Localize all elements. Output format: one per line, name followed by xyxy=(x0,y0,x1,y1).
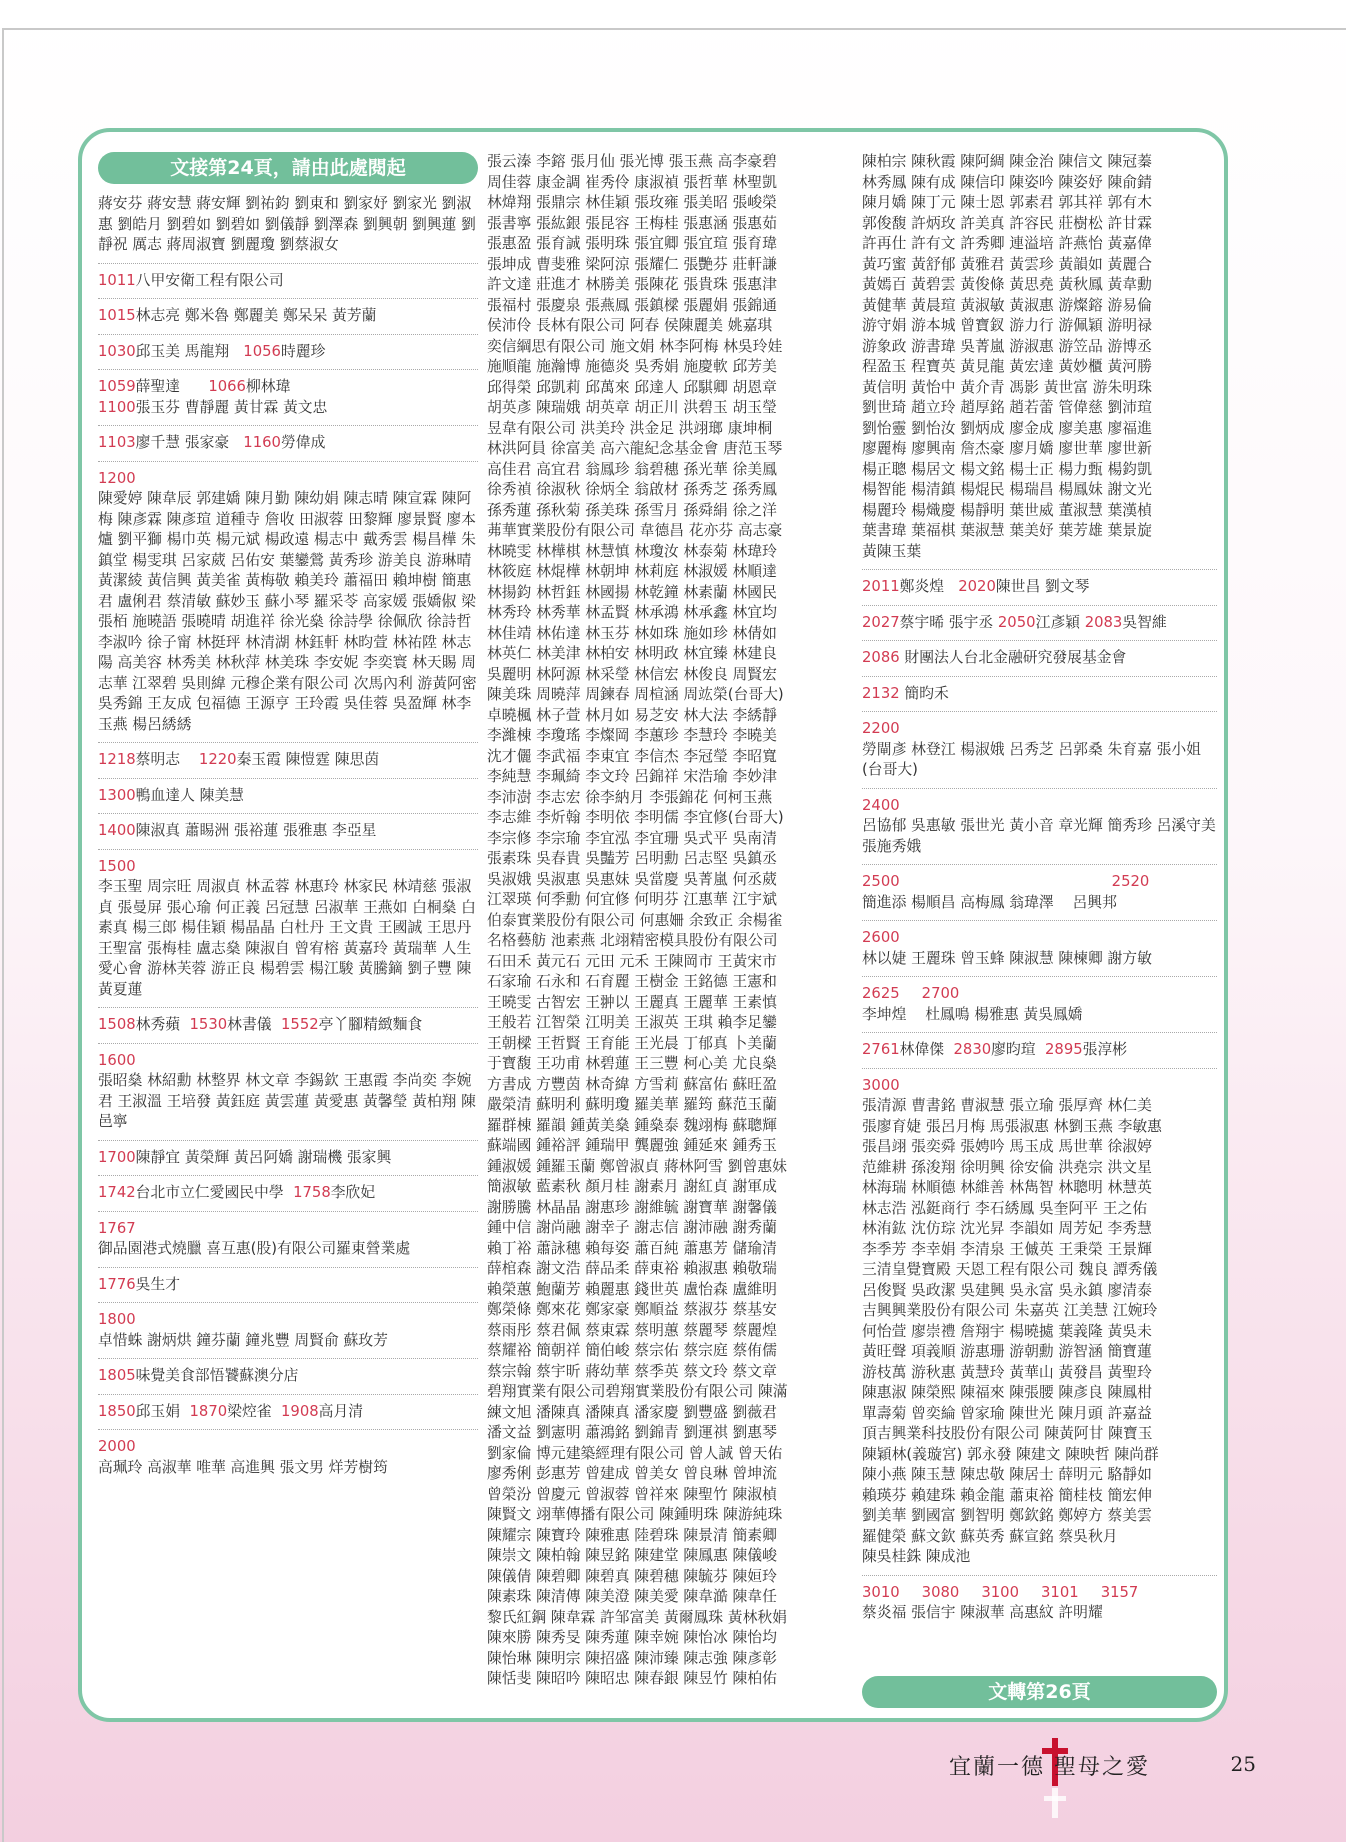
donor-section-1850: 1850邱玉娟 1870梁焢雀 1908高月清 xyxy=(98,1402,478,1431)
donor-section-1200: 1200 陳愛婷 陳韋辰 郭建嬌 陳月勤 陳幼娟 陳志晴 陳宣霖 陳阿梅 陳彥霖 陳彥瑄 道種寺 詹收 田淑蓉 田黎輝 廖景賢 廖本爐 劉平獅 楊巾英 楊元斌 楊政遠 楊志中 戴秀雲 楊昌樺 朱鎮堂 楊雯琪 呂家葳 呂佑安 葉鑾鶯 黃秀珍 游美良 游琳晴 黃潔綾 黃信興 黃美雀 黃梅敬 賴美玲 蕭福田 賴坤樹 簡惠君 盧俐君 蔡清敏 蘇妙玉 蘇小琴 羅采苓 高家媛 張嬌俶 梁張栢 施曉語 張曉晴 胡進祥 徐光燊 徐詩學 徐佩欣 徐詩哲 李淑吟 徐子甯 林挺玶 林清湖 林鈺軒 林昀萱 林祐陞 林志陽 高美容 林秀美 林秋萍 林美珠 李安妮 李奕寰 林天賜 周志華 江翠碧 吳則緯 元穆企業有限公司 次馬內利 游黃阿密 吳秀錦 王友成 包福德 王源亨 王玲霞 吳佳蓉 吳盈輝 林李玉燕 楊呂綉綉 xyxy=(98,469,478,744)
donor-section-1059: 1059薛聖達 1066柳林瑋 1100張玉芬 曹靜麗 黃甘霖 黃文忠 xyxy=(98,377,478,426)
donor-section-2400: 2400 呂協郁 吳惠敏 張世光 黃小音 章光輝 簡秀珍 呂溪守美 張施秀娥 xyxy=(862,796,1217,866)
donor-list-continued: 張云溱 李鎔 張月仙 張光博 張玉燕 高李豪碧 周佳蓉 康金調 崔秀伶 康淑禎 張哲華 林聖凱 林煒翔 張鼎宗 林佳穎 張玫雍 張美昭 張峻榮 張書寧 張紘銀 張昆容 王梅桂 張惠涵 張惠茹 張惠盈 張育誠 張明珠 張宜卿 張宜瑄 張育瑋 張坤成 曹斐雅 梁阿涼 張耀仁 張艷芬 莊軒謙 許文達 莊進才 林勝美 張陳花 張貴珠 張惠津 張福村 張慶泉 張燕鳳 張鎮樑 張麗娟 張錦通 侯沛伶 長林有限公司 阿春 侯陳麗美 姚嘉琪 奕信綱思有限公司 施文娟 林李阿梅 林吳玲娃 施順龍 施瀚博 施德炎 吳秀娟 施慶軟 邱芳美 邱得榮 邱凱莉 邱萬來 邱達人 邱騏卿 胡恩章 胡英彥 陳瑞娥 胡英章 胡正川 洪碧玉 胡玉瑩 昱韋有限公司 洪美玲 洪金足 洪翊瑯 康坤桐 林洪阿員 徐富美 高六龍紀念基金會 唐范玉琴 高佳君 高宜君 翁鳳珍 翁碧穗 孫光華 徐美鳳 徐秀禎 徐淑秋 徐炳全 翁啟材 孫秀芝 孫秀鳳 孫秀蓮 孫秋菊 孫美珠 孫雪月 孫舜絹 徐之洋 茀華實業股份有限公司 韋德昌 花亦芬 高志豪 林曉雯 林樺棋 林慧慎 林瓊汝 林泰菊 林瑋玲 林筱庭 林焜樺 林朝坤 林莉庭 林淑媛 林順達 林揚鈞 林哲鈺 林國揚 林乾鐘 林素蘭 林國民 林秀玲 林秀華 林孟賢 林承鴻 林承鑫 林宜均 林佳靖 林佑達 林玉芬 林如珠 施如珍 林倩如 林英仁 林美津 林柏安 林明政 林宜臻 林建良 吳麗明 林阿源 林采瑩 林信宏 林俊良 周賢宏 陳美珠 周曉萍 周鍊春 周楦涵 周竑榮(台哥大) 卓曉楓 林子萱 林月如 易芝安 林大法 李綉靜 李濰棟 李瓊瑤 李燦岡 李蕙珍 李慧玲 李曉美 沈才儷 李武福 李東宜 李信杰 李冠瑩 李昭寬 李純慧 李珮綺 李文玲 呂錦祥 宋浩瑜 李妙津 李沛澍 李志宏 徐李納月 李張錦花 何柯玉燕 李志維 李炘翰 李明依 李明儒 李宜修(台哥大) 李宗修 李宗瑜 李宜泓 李宜珊 吳式平 吳南清 張素珠 吳春貴 吳豔芳 呂明勳 呂志堅 吳鎮丞 吳淑娥 吳淑惠 吳惠妹 吳當慶 吳菁嵐 何丞葳 江翠瑛 何季勳 何宜修 何明芬 江惠華 江宇斌 伯泰實業股份有限公司 何惠姍 余致正 余楊雀 名格藝舫 池素燕 北翊精密模具股份有限公司 石田禾 黃元石 元田 元禾 王陳岡市 王黃宋市 石家瑜 石永和 石育麗 王樹金 王銘德 王憲和 王曉雯 古智宏 王翀以 王麗真 王麗華 王素慎 王般若 江智榮 江明美 王淑英 王琪 賴李足鑾 王朝樑 王哲賢 王育能 王光晨 丁郁真 卜美蘭 于寶馥 王功甫 林碧蓮 王三豐 柯心美 尤良燊 方書成 方豐茵 林奇緯 方雪莉 蘇富佑 蘇旺盈 嚴榮清 蘇明利 蘇明瓊 羅美華 羅筠 蘇范玉蘭 羅群棟 羅韻 鍾黃美燊 鍾燊泰 魏翊梅 蘇聰輝 蘇端國 鍾裕評 鍾瑞甲 龔麗強 鍾延來 鍾秀玉 鍾淑媛 鍾羅玉蘭 鄭曾淑貞 蔣林阿雪 劉曾惠妹 簡淑敏 藍素秋 顏月桂 謝素月 謝紅貞 謝軍成 謝勝騰 林晶晶 謝惠珍 謝維毓 謝寶華 謝馨儀 鍾中信 謝尚融 謝幸子 謝志信 謝沛融 謝秀蘭 賴丁裕 蕭詠穗 賴每姿 蕭百純 蕭惠芳 儲瑜清 薛棺森 謝文浩 薛品柔 薛東裕 賴淑惠 賴敬瑞 賴榮蕙 鮑蘭芳 賴麗惠 錢世英 盧怡森 盧維明 鄭榮條 鄭來花 鄭家豪 鄭順益 蔡淑芬 蔡基安 蔡雨彤 蔡君佩 蔡東霖 蔡明蕙 蔡麗琴 蔡麗煌 蔡耀裕 簡朝祥 簡伯峻 蔡宗佑 蔡宗庭 蔡侑儒 蔡宗翰 蔡宇昕 蔣幼華 蔡季英 蔡文玲 蔡文章 碧翔實業有限公司碧翔實業股份有限公司 陳滿 練文旭 潘陳真 潘陳真 潘家慶 劉豐盛 劉薇君 潘文益 劉憲明 蕭鴻銘 劉錦青 劉運祺 劉惠琴 劉家倫 博元建築經理有限公司 曾人誠 曾天佑 廖秀俐 彭惠芳 曾建成 曾美女 曾良琳 曾坤流 曾榮汾 曾慶元 曾淑蓉 曾祥來 陳聖竹 陳淑楨 陳賢文 翊華傳播有限公司 陳鍾明珠 陳游純珠 陳耀宗 陳寶玲 陳雅惠 陸碧珠 陳景清 簡素卿 陳崇文 陳柏翰 陳昱銘 陳建堂 陳鳳惠 陳儀峻 陳儀倩 陳碧卿 陳碧真 陳碧穗 陳毓芬 陳姮玲 陳素珠 陳清傳 陳美澄 陳美愛 陳韋澔 陳韋任 黎氏紅鋼 陳韋霖 許邹富美 黃爾鳳珠 黃林秋娟 陳來勝 陳秀旻 陳秀蓮 陳幸婉 陳怡冰 陳怡均 陳怡琳 陳明宗 陳招盛 陳沛臻 陳志強 陳彥彰 陳恬斐 陳昭吟 陳昭忠 陳春銀 陳昱竹 陳柏佑 xyxy=(487,153,788,1687)
donor-section-2011: 2011鄭炎煌 2020陳世昌 劉文琴 xyxy=(862,577,1217,606)
column-right xyxy=(862,152,1217,1638)
donor-section-2600: 2600 林以婕 王麗珠 曾玉蜂 陳淑慧 陳楝卿 謝方敏 xyxy=(862,928,1217,977)
donor-section-1805: 1805味覺美食部悟饕蘇澳分店 xyxy=(98,1366,478,1395)
donor-section-1015: 1015林志亮 鄭米魯 鄭麗美 鄭呆呆 黃芳蘭 xyxy=(98,306,478,335)
donor-section-1400: 1400陳淑真 蕭睗洲 張裕蓮 張雅惠 李亞星 xyxy=(98,821,478,850)
page-footer xyxy=(0,1742,1346,1842)
donor-section-1776: 1776吳生才 xyxy=(98,1275,478,1304)
donor-section-2761: 2761林偉傑 2830廖昀瑄 2895張淳彬 xyxy=(862,1040,1217,1069)
donor-section-1508: 1508林秀蘋 1530林書儀 1552亭丫腳精緻麵食 xyxy=(98,1015,478,1044)
donor-section-1700: 1700陳靜宜 黃榮輝 黃呂阿嬌 謝瑞機 張家興 xyxy=(98,1148,478,1177)
donor-section-1011: 1011八甲安衛工程有限公司 xyxy=(98,271,478,300)
page-top-rule xyxy=(2,28,1346,30)
column-left xyxy=(98,152,478,1492)
donor-section-1218: 1218蔡明志 1220秦玉霞 陳愷霆 陳思茵 xyxy=(98,750,478,779)
donor-section-2500: 2500 2520 簡進添 楊順昌 高梅鳳 翁瑋澤 呂興邦 xyxy=(862,872,1217,921)
content-frame xyxy=(78,128,1228,1722)
donor-section-2027: 2027蔡宇晞 張宇丞 2050江彥穎 2083吳智維 xyxy=(862,613,1217,642)
donor-section-1767: 1767 御品園港式燒臘 喜互惠(股)有限公司羅東營業處 xyxy=(98,1219,478,1268)
donor-section-2200: 2200 勞閘彥 林登江 楊淑娥 呂秀芝 呂郭桑 朱育嘉 張小姐(台哥大) xyxy=(862,719,1217,789)
donor-section-1500: 1500 李玉聖 周宗旺 周淑貞 林孟蓉 林惠玲 林家民 林靖慈 張淑貞 張曼屏 張心瑜 何正義 呂冠慧 呂淑華 王燕如 白桐燊 白素真 楊三郎 楊佳穎 楊晶晶 白杜丹 王文貴 王國誠 王思丹 王聖富 張梅桂 盧志燊 陳淑自 曾宥榕 黃嘉玲 黃瑞華 人生愛心會 游林芙蓉 游正良 楊碧雲 楊江駿 黃騰鏑 劉子豐 陳黃夏蓮 xyxy=(98,857,478,1009)
donor-section-1300: 1300鴨血達人 陳美慧 xyxy=(98,786,478,815)
donor-section-2000: 2000 高珮玲 高淑華 唯華 高進興 張文男 烊芳樹筠 xyxy=(98,1438,388,1476)
donor-section-1600: 1600 張昭燊 林紹勳 林整界 林文章 李錫欽 王惠霞 李尚奕 李婉君 王淑溫 王培發 黃鈺庭 黃雲蓮 黃愛惠 黃馨瑩 黃柏翔 陳邑寧 xyxy=(98,1051,478,1141)
donor-section-2086: 2086 財團法人台北金融研究發展基金會 xyxy=(862,648,1217,677)
donor-intro: 蔣安芬 蔣安慧 蔣安輝 劉祐鈞 劉東和 劉家妤 劉家光 劉淑惠 劉皓月 劉碧如 劉碧如 劉儀靜 劉澤森 劉興朝 劉興蓮 劉靜祝 厲志 蔣周淑寶 劉麗瓊 劉蔡淑女 xyxy=(98,194,478,264)
donor-section-1103: 1103廖千慧 張家豪 1160勞偉成 xyxy=(98,433,478,462)
column-middle xyxy=(487,152,857,1690)
donor-list-continued-right: 陳柏宗 陳秋霞 陳阿綢 陳金治 陳信文 陳冠蓁 林秀鳳 陳有成 陳信印 陳姿吟 陳姿妤 陳俞錆 陳月嬌 陳丁元 陳士恩 郭素君 郭其祥 郭有木 郭俊馥 許炳玫 許美真 許容民 莊樹松 許甘霖 許再仕 許有文 許秀卿 連溢培 許燕怡 黃嘉偉 黃巧蜜 黃舒郁 黃雅君 黃雲珍 黃韻如 黃麗合 黃嫣百 黃碧雲 黃俊條 黃思堯 黃秋鳳 黃韋勳 黃健華 黃晨瑄 黃淑敏 黃淑惠 游燦鎔 游易倫 游守娟 游本城 曾寶釵 游力行 游佩穎 游明禄 游象政 游書瑋 吳菁嵐 游淑惠 游笠品 游博丞 程盈玉 程寶英 黃見龍 黃宏達 黃妙櫃 黃河勝 黃信明 黃怡中 黃介青 馮影 黃世富 游朱明珠 劉世琦 趙立玲 趙厚銘 趙若蕾 管偉慈 劉沛瑄 劉怡靈 劉怡汝 劉炳成 廖金成 廖美惠 廖福進 廖麗梅 廖興南 詹杰豪 廖月嬌 廖世華 廖世新 楊正聰 楊居文 楊文銘 楊士正 楊力甄 楊鈞凱 楊智能 楊清鎮 楊焜民 楊瑞昌 楊鳳妹 謝文光 楊麗玲 楊熾慶 楊靜明 葉世威 董淑慧 葉漢楨 葉書瑋 葉福棋 葉淑慧 葉美妤 葉芳雄 葉景旋 黃陳玉葉 xyxy=(862,152,1217,570)
donor-section-2132: 2132 簡昀禾 xyxy=(862,684,1217,713)
donor-section-3000: 3000 張清源 曹書銘 曹淑慧 張立瑜 張厚齊 林仁美 張廖育婕 張呂月梅 馬張淑惠 林劉玉燕 李敏惠 張昌翊 張奕舜 張娉吟 馬玉成 馬世華 徐淑婷 范維耕 孫浚翔 徐明興 徐安倫 洪堯宗 洪文星 林海瑞 林順德 林維善 林雋智 林聰明 林慧英 林志浩 泓鋌商行 李石綉鳳 吳奎阿平 王之佑 林洧鈜 沈仿琮 沈光昇 李韻如 周芳妃 李秀慧 李季芳 李幸娟 李清泉 王傶英 王秉榮 王景輝 三清皇覺寶殿 天恩工程有限公司 魏良 譚秀儀 呂俊賢 吳政潔 吳建興 吳永富 吳永鎮 廖清泰 吉興興業股份有限公司 朱嘉英 江美慧 江婉玲 何怡萱 廖崇禮 詹翔宇 楊曉㨿 葉義隆 黃吳未 黃旺聲 項義順 游惠珊 游朝勳 游智涵 簡寶蓮 游枝萬 游秋惠 黃慧玲 黃華山 黃發昌 黃聖玲 陳惠淑 陳榮熙 陳福來 陳張腰 陳彥良 陳鳳柑 單壽菊 曾奕綸 曾家瑜 陳世光 陳月頭 許嘉益 頂吉興業科技股份有限公司 陳黃阿甘 陳寶玉 陳穎林(義璇宮) 郭永發 陳建文 陳映哲 陳尚群 陳小燕 陳玉慧 陳忠敬 陳居士 薛明元 駱靜如 賴瑛芬 賴建珠 賴金龍 蕭東裕 簡桂枝 簡宏伸 劉美華 劉國富 劉智明 鄭欽銘 鄭婷方 蔡美雲 羅健榮 蘇文欽 蘇英秀 蘇宣銘 蔡吳秋月 陳吳桂銖 陳成池 xyxy=(862,1076,1217,1576)
page-number: 25 xyxy=(1230,1752,1256,1776)
continued-on-banner: 文轉第26頁 xyxy=(862,1676,1217,1708)
donor-section-3010: 3010 3080 3100 3101 3157 蔡炎福 張信宇 陳淑華 高惠紋 許明耀 xyxy=(862,1583,1139,1621)
donor-section-1800: 1800 卓惜蛛 謝炳烘 鐘芬蘭 鐘兆豐 周賢俞 蘇玫芳 xyxy=(98,1310,478,1359)
continued-from-banner: 文接第24頁，請由此處閱起 xyxy=(98,152,478,184)
donor-section-1742: 1742台北市立仁愛國民中學 1758李欣妃 xyxy=(98,1183,478,1212)
donor-section-2625: 2625 2700 李坤煌 杜鳳鳴 楊雅惠 黃吳鳳嬌 xyxy=(862,984,1217,1033)
footer-title: 宜蘭一德 聖母之愛 xyxy=(949,1755,1150,1780)
page-left-rule xyxy=(2,28,4,1842)
donor-section-1030: 1030邱玉美 馬龍翔 1056時麗珍 xyxy=(98,342,478,371)
